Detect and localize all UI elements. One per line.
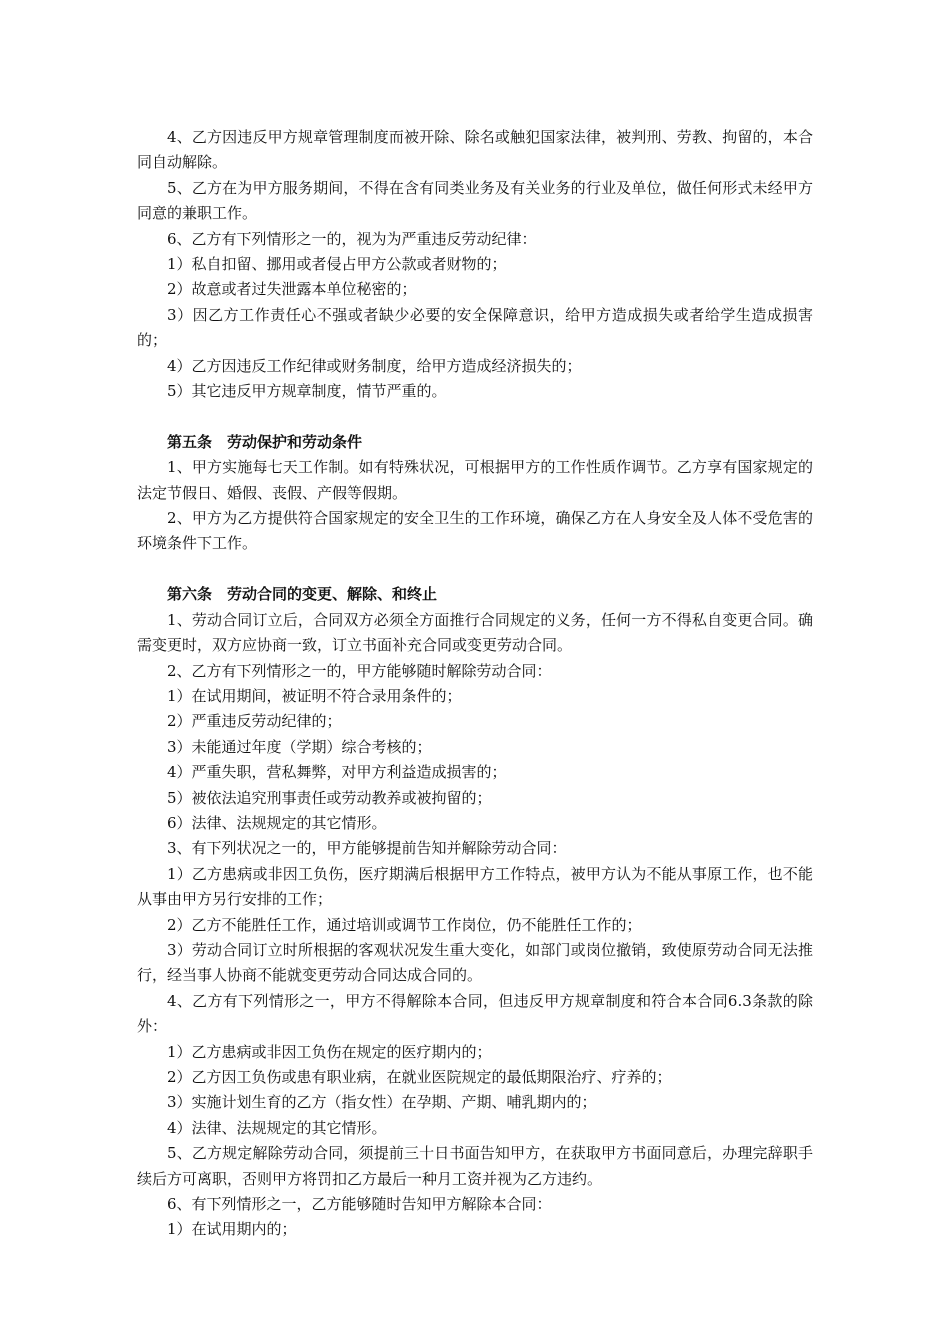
paragraph: 6、有下列情形之一，乙方能够随时告知甲方解除本合同： <box>167 1195 552 1214</box>
paragraph: 2、乙方有下列情形之一的，甲方能够随时解除劳动合同： <box>167 661 552 680</box>
paragraph: 4、乙方因违反甲方规章管理制度而被开除、除名或触犯国家法律，被判刑、劳教、拘留的，本合同自动解除。 <box>137 128 813 172</box>
list-item: 2）乙方因工负伤或患有职业病，在就业医院规定的最低期限治疗、疗养的； <box>167 1068 672 1086</box>
list-item: 3）实施计划生育的乙方（指女性）在孕期、产期、哺乳期内的； <box>167 1093 597 1112</box>
list-item: 1）乙方患病或非因工负伤在规定的医疗期内的； <box>167 1042 492 1061</box>
list-item: 1）乙方患病或非因工负伤，医疗期满后根据甲方工作特点，被甲方认为不能从事原工作，也不能从事由甲方另行安排的工作； <box>137 864 813 909</box>
list-item: 1）私自扣留、挪用或者侵占甲方公款或者财物的； <box>167 255 507 274</box>
blank-line <box>137 404 813 429</box>
list-item: 1）在试用期内的； <box>167 1220 297 1239</box>
paragraph: 6、乙方有下列情形之一的，视为为严重违反劳动纪律： <box>167 229 537 248</box>
section-heading: 第六条 劳动合同的变更、解除、和终止 <box>167 585 438 604</box>
list-item: 4）严重失职，营私舞弊，对甲方利益造成损害的； <box>167 763 507 782</box>
document-page <box>137 125 813 1243</box>
list-item: 3）未能通过年度（学期）综合考核的； <box>167 737 432 756</box>
list-item: 2）严重违反劳动纪律的； <box>167 712 342 731</box>
list-item: 6）法律、法规规定的其它情形。 <box>167 813 387 832</box>
list-item: 2）故意或者过失泄露本单位秘密的； <box>167 280 417 299</box>
section-heading: 第五条 劳动保护和劳动条件 <box>167 432 363 451</box>
paragraph: 2、甲方为乙方提供符合国家规定的安全卫生的工作环境，确保乙方在人身安全及人体不受危害的环境条件下工作。 <box>137 509 813 553</box>
blank-line <box>137 557 813 582</box>
list-item: 1）在试用期间，被证明不符合录用条件的； <box>167 686 462 705</box>
list-item: 3）劳动合同订立时所根据的客观状况发生重大变化，如部门或岗位撤销，致使原劳动合同无法推行，经当事人协商不能就变更劳动合同达成合同的。 <box>137 940 813 985</box>
paragraph: 5、乙方在为甲方服务期间，不得在含有同类业务及有关业务的行业及单位，做任何形式未经甲方同意的兼职工作。 <box>137 178 813 223</box>
paragraph: 3、有下列状况之一的，甲方能够提前告知并解除劳动合同： <box>167 839 567 858</box>
list-item: 3）因乙方工作责任心不强或者缺少必要的安全保障意识，给甲方造成损失或者给学生造成损害的； <box>137 305 813 350</box>
paragraph: 4、乙方有下列情形之一，甲方不得解除本合同，但违反甲方规章制度和符合本合同6.3条款的除外： <box>137 991 813 1036</box>
paragraph: 1、劳动合同订立后，合同双方必须全方面推行合同规定的义务，任何一方不得私自变更合同。确需变更时，双方应协商一致，订立书面补充合同或变更劳动合同。 <box>137 610 813 655</box>
list-item: 4）乙方因违反工作纪律或财务制度，给甲方造成经济损失的； <box>167 356 582 375</box>
list-item: 2）乙方不能胜任工作，通过培训或调节工作岗位，仍不能胜任工作的； <box>167 915 642 934</box>
paragraph: 1、甲方实施每七天工作制。如有特殊状况，可根据甲方的工作性质作调节。乙方享有国家规定的法定节假日、婚假、丧假、产假等假期。 <box>137 458 813 502</box>
list-item: 4）法律、法规规定的其它情形。 <box>167 1118 387 1137</box>
list-item: 5）被依法追究刑事责任或劳动教养或被拘留的； <box>167 788 492 807</box>
paragraph: 5、乙方规定解除劳动合同，须提前三十日书面告知甲方，在获取甲方书面同意后，办理完辞职手续后方可离职，否则甲方将罚扣乙方最后一种月工资并视为乙方违约。 <box>137 1144 813 1188</box>
list-item: 5）其它违反甲方规章制度，情节严重的。 <box>167 382 447 401</box>
